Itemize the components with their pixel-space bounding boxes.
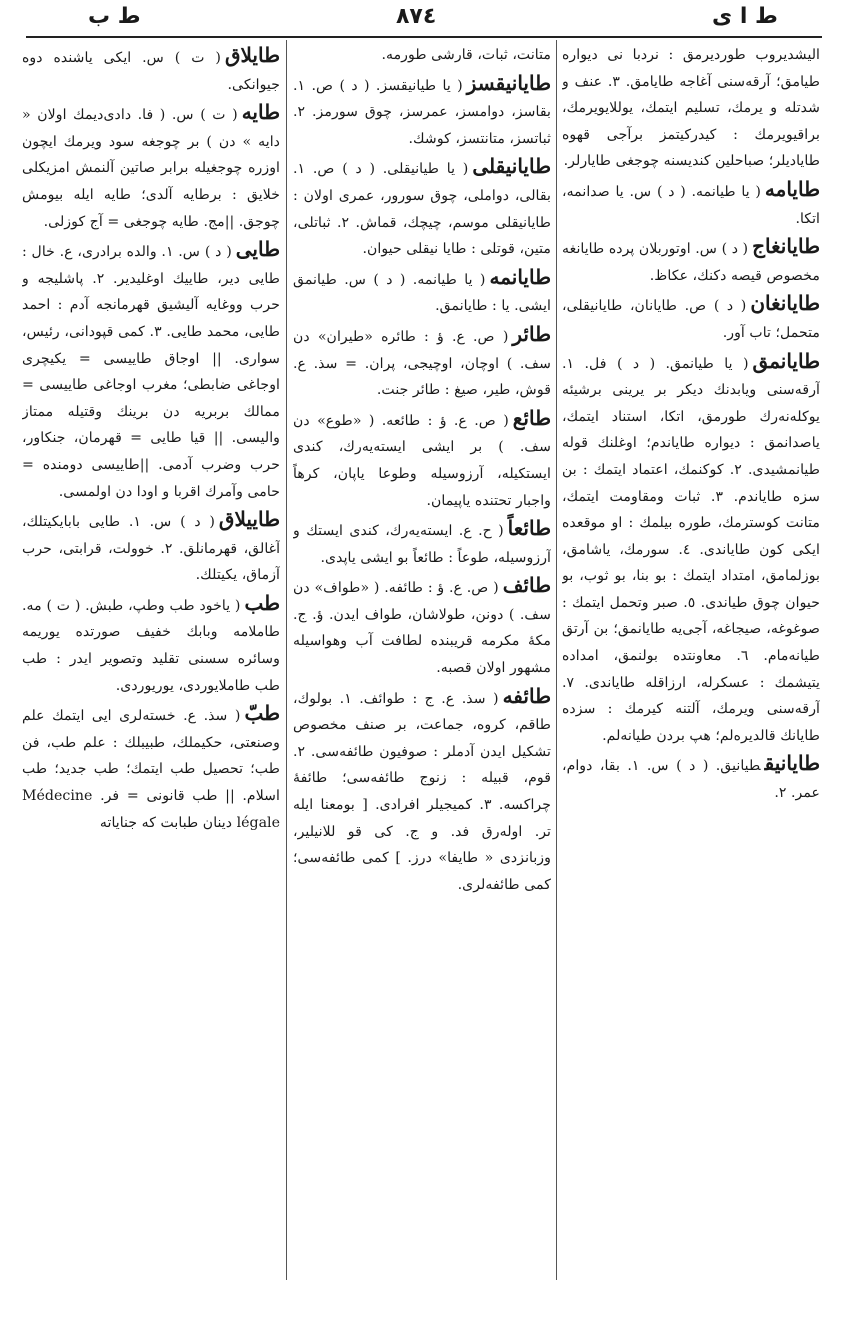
dictionary-entry <box>562 290 820 346</box>
entry-definition: ( د ) ص. طایانان، طایانیقلی، متحمل؛ تاب آور. <box>562 298 820 341</box>
dictionary-entry <box>293 572 551 681</box>
dictionary-entry <box>293 321 551 404</box>
dictionary-entry <box>562 233 820 289</box>
header-left-letters: ط ب <box>88 4 141 29</box>
dictionary-entry <box>293 405 551 514</box>
entry-definition: ( یا طیانمق. ( د ) فل. ۱. آرقه‌سنی ویابدنك دیکر بر یرینی برشیئه یوکله‌نه‌رك طورمق، اتکا، استناد ایتمك، یاصدانمق : دیواره طایاندم؛ اوغلنك قوله طیانمشیدی. ۲. کوکنمك، اعتماد ایتمك : بن سزه طایاندم. ۳. ثبات ومقاومت ایتمك، متانت کوسترمك، طوره بیلمك : او موقعده ایکی کون طایاندی. ٤. سورمك، یاشامق، بوزلمامق، امتداد ایتمك : بو بنا، بو ثوب، بو حیوان چوق طیاندی. ٥. صبر وتحمل ایتمك : صوغوغه، صیجاغه، آجی‌یه طایانمق؛ بن آرتق طیانه‌مام. ٦. معاونتده بولنمق، امداده یتیشمك : عسکرله، ارزاقله طایاندی. ۷. آرقه‌سنی ویرمك، آلتنه کیرمك : سزده طایانك قالدیره‌لم؛ هپ بردن طیانه‌لم. <box>562 355 820 744</box>
page-header <box>0 0 849 36</box>
dictionary-entry <box>293 264 551 320</box>
entry-definition: ( سذ. ع. ج : طوائف. ۱. بولوك، طاقم، کروه، جماعت، بر صنف مخصوص تشکیل ایدن آدملر : صوفیون طائفه‌سی. ۲. قوم، قبیله : زنوج طائفه‌سی؛ طائفهٔ چراکسه. ۳. کمیجیلر افرادی. [ بومعنا ایله تر. اوله‌رق فد. و ج. کی قو للانیلیر، وزبانزدی « طایفا» درز. ] کمی طائفه‌سی؛ کمی طائفه‌لری. <box>293 690 551 893</box>
entry-definition: الیشدیروب طوردیرمق : نردبا نی دیواره طیامق؛ آرقه‌سنی آغاجه طایامق. ۳. عنف و شدتله و یرمك، تسلیم ایتمك، یوللایویرمك، براقیویرمك : کیدرکیتمز برآجی قهوه طایادیلر؛ صباحلین کندیسنه چوجغی طایارلر. <box>562 47 820 170</box>
dictionary-entry <box>22 236 280 505</box>
dictionary-entry <box>293 683 551 899</box>
entry-headword: طایه <box>241 100 280 125</box>
dictionary-entry <box>22 700 280 836</box>
entry-headword: طایانغان <box>750 291 820 316</box>
dictionary-entry <box>22 99 280 235</box>
column-middle <box>293 42 551 1292</box>
dictionary-entry <box>562 176 820 232</box>
entry-headword: طایامه <box>764 176 820 201</box>
entry-headword: طایانغاج <box>752 234 820 259</box>
entry-headword: طاییلاق <box>218 507 280 532</box>
entry-headword: طایی <box>235 237 280 262</box>
entry-definition: ( یاخود طب وطپ، طبش. ( ت ) مه. طاملامه وبابك خفیف صورتده یوریمه وسائره سسنی تقلید وتصویر ایدر : طب طب طاملایوردی، یوریوردی. <box>22 597 280 694</box>
entry-headword: طایانیق <box>764 751 820 776</box>
entry-headword: طائر <box>512 321 551 346</box>
entry-headword: طائعاً <box>507 516 551 541</box>
column-divider-right <box>556 40 557 1280</box>
entry-headword: طائف <box>502 573 551 598</box>
dictionary-entry <box>562 750 820 806</box>
entry-definition: ( ص. ع. ؤ : طائره «طیران» دن سف. ) اوچان، اوچیجی، پران. = سذ. ع. قوش، طیر، صیغ : طائر جنت. <box>293 328 551 399</box>
dictionary-entry <box>22 506 280 589</box>
entry-definition: ( ت ) س. ( فا. دادی‌دیمك اولان « دایه » دن ) بر چوجغه سود ویرمك ایچون اوزره چوجغیله برابر صاتین آلنمش امزیکلی خلایق : برطایه آلدی؛ طایه ایله بیومش چوجق. ||مج. طایه چوجغی = آج کوزلی. <box>22 107 280 230</box>
entry-definition: ( ح. ع. ایسته‌یه‌رك، کندی ایستك و آرزوسیله، طوعاً : طائعاً بو ایشی یاپدی. <box>293 523 551 566</box>
dictionary-entry <box>22 590 280 699</box>
entry-definition: ( یا طیانمه. ( د ) س. طیانمق ایشی. یا : طایانمق. <box>293 271 551 315</box>
dictionary-entry <box>562 42 820 175</box>
header-rule <box>26 36 822 38</box>
entry-headword: طایانمه <box>489 264 551 289</box>
entry-definition: ( سذ. ع. خسته‌لری ایی ایتمك علم وصنعتی، حکیملك، طبیبلك : علم طب، فن طب؛ تحصیل طب ایتمك؛ طب جدید؛ طب اسلام. || طب قانونی = فر. Médecine légale دینان طبابت که جنایاته <box>22 708 280 831</box>
entry-headword: طائفه <box>502 683 551 708</box>
entry-definition: ( یا طیانیقلی. ( د ) ص. ۱. بقالی، دواملی، چوق سورور، عمری اولان : طایانیقلی موسم، چیچك، قماش. ۲. ثباتلی، متین، قوتلی : طایا نیقلی حیوان. <box>293 161 551 258</box>
entry-headword: طایانیقسز <box>466 70 551 95</box>
entry-headword: طایلاق <box>224 43 280 67</box>
entry-definition: ( ت ) س. ایکی یاشنده دوه جیوانکی. <box>22 50 280 93</box>
dictionary-entry <box>293 515 551 571</box>
header-right-letters: ط ا ی <box>712 4 778 29</box>
dictionary-entry <box>22 42 280 98</box>
entry-headword: طبّ <box>244 701 280 726</box>
entry-headword: طائع <box>512 405 551 430</box>
dictionary-entry <box>293 42 551 69</box>
dictionary-entry <box>293 70 551 153</box>
entry-headword: طایانیقلی <box>472 154 551 179</box>
entry-headword: طایانمق <box>752 348 820 373</box>
entry-definition: ( یا طیانیقسز. ( د ) ص. ۱. بقاسز، دوامسز، عمرسز، چوق سورمز. ۲. ثباتسز، متانتسز، کوشك. <box>293 77 551 147</box>
entry-definition: متانت، ثبات، قارشی طورمه. <box>381 47 551 63</box>
entry-definition: ( د ) س. اوتوربلان پرده طایانغه مخصوص قیصه دکنك، عکاظ. <box>562 241 820 284</box>
page-number: ٨٧٤ <box>396 4 437 29</box>
entry-definition: ( ص. ع. ؤ : طائعه. ( «طوع» دن سف. ) بر ایشی ایسته‌یه‌رك، کندی ایستکیله، آرزوسیله وطوعا یاپان، کرهاً واجبار تحتنده یاپیمان. <box>293 412 551 509</box>
entry-definition: ( یا طیانمه. ( د ) س. یا صدانمه، اتکا. <box>562 183 820 227</box>
dictionary-entry <box>562 348 820 750</box>
column-divider-left <box>286 40 287 1280</box>
entry-definition: ( د ) س. ۱. والده برادری، ع. خال : طایی‌ دیر، طاییك اوغلیدیر. ۲. پاشلیجه و حرب ووغایه آلیشیق قهرمانجه آدم : احمد طایی، محمد طایی. ۳. کمی قپودانی، رئیس، سواری. || اوجاق طاییسی = یکیچری اوجاغی ضابطی؛ مغرب اوجاغی طاییسی = ممالك بربریه دن برینك وقتیله ممتاز والیسی. || قیا طایی = قهرمان، جنکاور، حرب وضرب آدمی. ||طاییسی دومنده = حامی وآمرك اقربا و اودا دن اولمسی. <box>22 244 280 500</box>
entry-definition: ( د ) س. ۱. طایی بابایکیتلك، آغالق، قهرمانلق. ۲. خوولت، قرابتی، حرب آزماق، یکیتلك. <box>22 514 280 584</box>
entry-headword: طب <box>244 590 280 615</box>
entry-definition: طیانیق. ( د ) س. ۱. بقا، دوام، عمر. ۲. <box>562 758 820 802</box>
entry-definition: ( ص. ع. ؤ : طائفه. ( «طواف» دن سف. ) دونن، طولاشان، طواف ایدن. ؤ. ج. مکهٔ مکرمه قریبنده لطافت آب وهواسیله مشهور اولان قصبه. <box>293 580 551 677</box>
column-left <box>22 42 280 1292</box>
column-right <box>562 42 820 1292</box>
dictionary-entry <box>293 153 551 262</box>
